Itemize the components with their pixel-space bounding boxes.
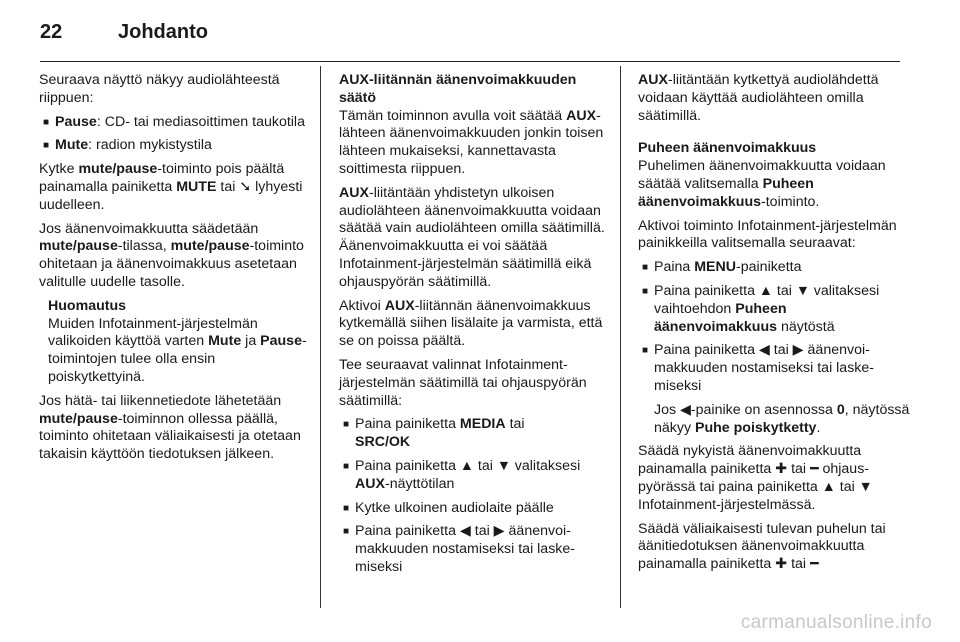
- column-3: [638, 72, 910, 580]
- paragraph: Puhelimen äänenvoimakkuutta voidaan säätää valitsemalla Puheen äänenvoimakkuus-toiminto.: [638, 158, 886, 210]
- paragraph: Jos äänenvoimakkuutta säädetään mute/pause-tilassa, mute/pause-toiminto ohitetaan ja äänenvoimakkuus asetetaan valitulle uudelle tasolle.: [39, 220, 304, 290]
- column-2: [339, 72, 609, 583]
- section-heading: AUX-liitännän äänenvoimakkuuden säätö: [339, 72, 577, 106]
- paragraph: Seuraava näyttö näkyy audiolähteestä riippuen:: [39, 72, 280, 106]
- paragraph: AUX-liitäntään yhdistetyn ulkoisen audiolähteen äänenvoimakkuutta voidaan säätää vain audiolähteen omilla säätimillä. Äänenvoimakkuutta ei voi säätää Infotainment-järjestelmän säätimillä eikä ohjauspyörän säätimillä.: [339, 184, 605, 290]
- list-item: ■ Paina painiketta ▲ tai ▼ valitaksesi AUX-näyttötilan: [339, 458, 609, 494]
- paragraph: Kytke mute/pause-toiminto pois päältä painamalla painiketta MUTE tai ➘ lyhyesti uudelleen.: [39, 161, 303, 213]
- list-item: ■ Paina MENU-painiketta: [638, 259, 910, 277]
- list-item: ■ Paina painiketta ◀ tai ▶ äänenvoimakkuuden nostamiseksi tai laskemiseksi: [339, 523, 609, 576]
- indented-text: Jos ◀-painike on asennossa 0, näytössä näkyy Puhe poiskytketty.: [654, 401, 910, 436]
- watermark: carmanualsonline.info: [740, 612, 932, 633]
- paragraph: Tee seuraavat valinnat Infotainment-järjestelmän säätimillä tai ohjauspyörän säätimillä:: [339, 356, 587, 409]
- note-text: Muiden Infotainment-järjestelmän valikoiden käyttöä varten Mute ja Pause-toimintojen tulee olla ensin poiskytkettyinä.: [48, 315, 307, 385]
- plus-icon: ✚: [775, 556, 788, 573]
- paragraph: Aktivoi toiminto Infotainment-järjestelmän painikkeilla valitsemalla seuraavat:: [638, 217, 897, 252]
- plus-icon: ✚: [775, 461, 788, 478]
- column-divider-2: [620, 66, 621, 608]
- note-box: [39, 298, 309, 387]
- list-item: ■ Mute: radion mykistystila: [39, 137, 309, 155]
- minus-icon: ━: [810, 556, 819, 573]
- minus-icon: ━: [810, 461, 819, 478]
- paragraph: Tämän toiminnon avulla voit säätää AUX-lähteen äänenvoimakkuuden jonkin toisen lähteen mukaiseksi, kannettavasta soittimesta riippuen.: [339, 107, 604, 177]
- list-item: ■ Kytke ulkoinen audiolaite päälle: [339, 500, 609, 518]
- page-header: [40, 0, 900, 62]
- chapter-title: Johdanto: [118, 21, 208, 43]
- paragraph: AUX-liitäntään kytkettyä audiolähdettä voidaan käyttää audiolähteen omilla säätimillä.: [638, 72, 879, 124]
- paragraph: Aktivoi AUX-liitännän äänenvoimakkuus kytkemällä siihen lisälaite ja varmista, että se on poissa päältä.: [339, 297, 603, 350]
- header-rule: [40, 61, 900, 62]
- page-number: 22: [40, 21, 63, 43]
- list-item: ■ Paina painiketta ◀ tai ▶ äänenvoimakkuuden nostamiseksi tai laskemiseksi: [638, 342, 910, 395]
- list-item: ■ Pause: CD- tai mediasoittimen taukotila: [39, 114, 309, 132]
- column-divider-1: [320, 66, 321, 608]
- paragraph: Säädä nykyistä äänenvoimakkuutta painamalla painiketta ✚ tai ━ ohjauspyörässä tai paina painiketta ▲ tai ▼ Infotainment-järjestelmässä.: [638, 443, 873, 513]
- paragraph: Jos hätä- tai liikennetiedote lähetetään mute/pause-toiminnon ollessa päällä, toiminto ohitetaan väliaikaisesti ja otetaan takaisin käyttöön tiedotuksen jälkeen.: [39, 392, 301, 463]
- section-heading: Puheen äänenvoimakkuus: [638, 140, 817, 157]
- list-item: ■ Paina painiketta ▲ tai ▼ valitaksesi vaihtoehdon Puheen äänenvoimakkuus näytöstä: [638, 283, 910, 336]
- column-1: [39, 72, 309, 470]
- note-title: Huomautus: [48, 297, 127, 314]
- paragraph: Säädä väliaikaisesti tulevan puhelun tai äänitiedotuksen äänenvoimakkuutta painamalla painiketta ✚ tai ━: [638, 520, 886, 573]
- mute-icon: ➘: [239, 178, 252, 195]
- list-item: ■ Paina painiketta MEDIA tai SRC/OK: [339, 416, 609, 452]
